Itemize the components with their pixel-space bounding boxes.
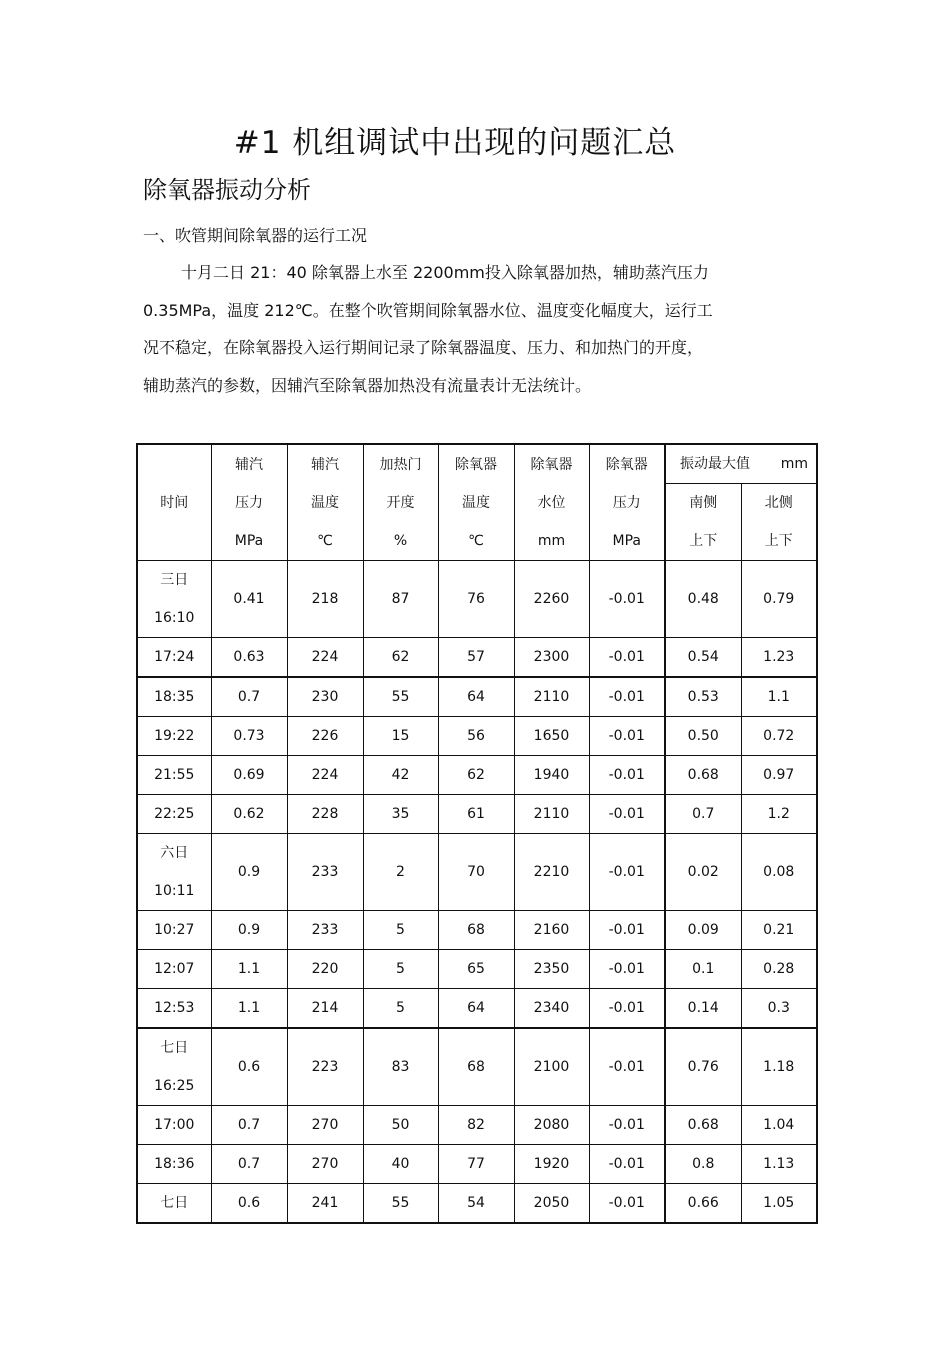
table-row — [137, 717, 817, 756]
aux-temp-cell: 233 — [287, 911, 363, 950]
dea-pressure-cell: -0.01 — [589, 1184, 665, 1224]
header-line: 压力 — [612, 494, 641, 511]
table-row — [137, 950, 817, 989]
south-vibration-cell: 0.66 — [665, 1184, 741, 1224]
dea-pressure-cell: -0.01 — [589, 1106, 665, 1145]
north-vibration-cell: 0.3 — [741, 989, 817, 1029]
time-text: 18:36 — [154, 1156, 195, 1172]
time-cell — [137, 989, 211, 1029]
aux-temp-cell: 233 — [287, 834, 363, 911]
header-dea-level — [514, 444, 589, 561]
valve-cell: 5 — [363, 950, 438, 989]
time-text: 七日 — [160, 1040, 189, 1056]
header-line: 辅汽 — [311, 456, 339, 473]
aux-temp-cell: 270 — [287, 1145, 363, 1184]
dea-pressure-cell: -0.01 — [589, 950, 665, 989]
header-row — [137, 444, 817, 484]
valve-cell: 35 — [363, 795, 438, 834]
south-vibration-cell: 0.68 — [665, 756, 741, 795]
paragraph-line: 况不稳定，在除氧器投入运行期间记录了除氧器温度、压力、和加热门的开度， — [143, 338, 704, 357]
aux-temp-cell: 224 — [287, 756, 363, 795]
header-line: MPa — [612, 532, 641, 549]
dea-level-cell: 1940 — [514, 756, 589, 795]
section-heading: 一、吹管期间除氧器的运行工况 — [143, 226, 368, 245]
valve-cell: 15 — [363, 717, 438, 756]
dea-level-cell: 1650 — [514, 717, 589, 756]
north-vibration-cell: 1.04 — [741, 1106, 817, 1145]
north-vibration-cell: 0.72 — [741, 717, 817, 756]
table-row — [137, 561, 817, 638]
header-time — [137, 444, 211, 561]
dea-temp-cell: 61 — [438, 795, 514, 834]
time-text: 七日 — [160, 1195, 189, 1211]
header-line: 除氧器 — [530, 456, 573, 473]
north-vibration-cell: 1.23 — [741, 638, 817, 678]
north-vibration-cell: 0.08 — [741, 834, 817, 911]
table-row — [137, 989, 817, 1029]
north-vibration-cell: 1.18 — [741, 1028, 817, 1106]
dea-pressure-cell: -0.01 — [589, 561, 665, 638]
north-vibration-cell: 0.28 — [741, 950, 817, 989]
table-row — [137, 1028, 817, 1106]
dea-level-cell: 2110 — [514, 677, 589, 717]
time-text: 12:07 — [154, 961, 195, 977]
dea-temp-cell: 68 — [438, 911, 514, 950]
paragraph-line: 十月二日 21：40 除氧器上水至 2200mm投入除氧器加热，辅助蒸汽压力 — [181, 263, 709, 282]
dea-temp-cell: 64 — [438, 989, 514, 1029]
time-text: 三日 — [160, 572, 189, 588]
south-vibration-cell: 0.48 — [665, 561, 741, 638]
table-row — [137, 1184, 817, 1224]
header-north — [741, 484, 817, 561]
dea-pressure-cell: -0.01 — [589, 756, 665, 795]
dea-temp-cell: 54 — [438, 1184, 514, 1224]
paragraph-line: 0.35MPa，温度 212℃。在整个吹管期间除氧器水位、温度变化幅度大，运行工 — [143, 300, 713, 320]
header-time-label: 时间 — [160, 494, 189, 511]
dea-pressure-cell: -0.01 — [589, 989, 665, 1029]
dea-level-cell: 2080 — [514, 1106, 589, 1145]
south-vibration-cell: 0.68 — [665, 1106, 741, 1145]
header-line: mm — [537, 532, 566, 549]
valve-cell: 83 — [363, 1028, 438, 1106]
dea-level-cell: 2160 — [514, 911, 589, 950]
deaerator-data-table — [136, 443, 818, 1224]
dea-temp-cell: 56 — [438, 717, 514, 756]
time-cell — [137, 1184, 211, 1224]
dea-level-cell: 2210 — [514, 834, 589, 911]
south-vibration-cell: 0.02 — [665, 834, 741, 911]
aux-pressure-cell: 0.9 — [211, 834, 287, 911]
time-cell — [137, 1028, 211, 1106]
dea-temp-cell: 64 — [438, 677, 514, 717]
header-line: 除氧器 — [605, 456, 648, 473]
south-vibration-cell: 0.7 — [665, 795, 741, 834]
dea-pressure-cell: -0.01 — [589, 1028, 665, 1106]
valve-cell: 62 — [363, 638, 438, 678]
time-cell — [137, 756, 211, 795]
north-vibration-cell: 1.05 — [741, 1184, 817, 1224]
header-vibration-unit: mm — [780, 456, 808, 472]
aux-pressure-cell: 1.1 — [211, 989, 287, 1029]
south-vibration-cell: 0.54 — [665, 638, 741, 678]
time-text: 12:53 — [154, 1000, 195, 1016]
header-line: % — [393, 532, 408, 549]
north-vibration-cell: 1.13 — [741, 1145, 817, 1184]
dea-temp-cell: 76 — [438, 561, 514, 638]
valve-cell: 55 — [363, 1184, 438, 1224]
header-line: 上下 — [689, 533, 718, 549]
intro-paragraph — [143, 254, 793, 404]
time-text: 10:27 — [154, 922, 195, 938]
dea-temp-cell: 82 — [438, 1106, 514, 1145]
valve-cell: 2 — [363, 834, 438, 911]
dea-temp-cell: 65 — [438, 950, 514, 989]
dea-level-cell: 2260 — [514, 561, 589, 638]
south-vibration-cell: 0.1 — [665, 950, 741, 989]
time-text: 16:25 — [154, 1078, 195, 1094]
header-line: 辅汽 — [235, 456, 263, 473]
aux-pressure-cell: 0.69 — [211, 756, 287, 795]
document-title: #1 机组调试中出现的问题汇总 — [233, 125, 677, 161]
dea-level-cell: 2100 — [514, 1028, 589, 1106]
valve-cell: 5 — [363, 911, 438, 950]
aux-temp-cell: 223 — [287, 1028, 363, 1106]
time-cell — [137, 950, 211, 989]
time-cell — [137, 834, 211, 911]
header-aux-temp — [287, 444, 363, 561]
aux-pressure-cell: 1.1 — [211, 950, 287, 989]
header-valve — [363, 444, 438, 561]
aux-temp-cell: 214 — [287, 989, 363, 1029]
dea-temp-cell: 77 — [438, 1145, 514, 1184]
header-line: 水位 — [537, 494, 566, 511]
valve-cell: 5 — [363, 989, 438, 1029]
header-line: MPa — [234, 532, 264, 549]
valve-cell: 42 — [363, 756, 438, 795]
time-text: 22:25 — [154, 806, 195, 822]
aux-pressure-cell: 0.63 — [211, 638, 287, 678]
header-line: 北侧 — [764, 495, 793, 511]
aux-temp-cell: 241 — [287, 1184, 363, 1224]
time-cell — [137, 795, 211, 834]
dea-temp-cell: 70 — [438, 834, 514, 911]
dea-pressure-cell: -0.01 — [589, 677, 665, 717]
dea-level-cell: 1920 — [514, 1145, 589, 1184]
table-row — [137, 677, 817, 717]
table-row — [137, 638, 817, 678]
time-text: 18:35 — [154, 689, 195, 705]
aux-pressure-cell: 0.7 — [211, 1145, 287, 1184]
header-vibration — [665, 444, 817, 484]
header-aux-pressure — [211, 444, 287, 561]
aux-temp-cell: 220 — [287, 950, 363, 989]
header-line: 开度 — [386, 494, 415, 511]
time-cell — [137, 677, 211, 717]
dea-level-cell: 2350 — [514, 950, 589, 989]
dea-level-cell: 2300 — [514, 638, 589, 678]
table-row — [137, 756, 817, 795]
dea-pressure-cell: -0.01 — [589, 834, 665, 911]
header-line: ℃ — [468, 532, 484, 549]
south-vibration-cell: 0.53 — [665, 677, 741, 717]
time-cell — [137, 561, 211, 638]
time-cell — [137, 1106, 211, 1145]
time-text: 16:10 — [154, 610, 195, 626]
aux-pressure-cell: 0.7 — [211, 677, 287, 717]
north-vibration-cell: 0.21 — [741, 911, 817, 950]
dea-temp-cell: 62 — [438, 756, 514, 795]
table-row — [137, 1106, 817, 1145]
valve-cell: 50 — [363, 1106, 438, 1145]
table-body — [137, 561, 817, 1224]
header-line: ℃ — [317, 532, 333, 549]
time-text: 10:11 — [154, 883, 195, 899]
aux-temp-cell: 270 — [287, 1106, 363, 1145]
aux-temp-cell: 228 — [287, 795, 363, 834]
time-cell — [137, 638, 211, 678]
table-row — [137, 911, 817, 950]
aux-pressure-cell: 0.41 — [211, 561, 287, 638]
time-text: 17:24 — [154, 649, 195, 665]
time-text: 19:22 — [154, 728, 195, 744]
header-south — [665, 484, 741, 561]
header-line: 压力 — [235, 494, 263, 511]
header-dea-temp — [438, 444, 514, 561]
dea-level-cell: 2340 — [514, 989, 589, 1029]
header-line: 南侧 — [689, 495, 718, 511]
aux-temp-cell: 230 — [287, 677, 363, 717]
table-row — [137, 834, 817, 911]
north-vibration-cell: 0.97 — [741, 756, 817, 795]
time-text: 六日 — [160, 845, 189, 861]
dea-pressure-cell: -0.01 — [589, 1145, 665, 1184]
dea-pressure-cell: -0.01 — [589, 717, 665, 756]
north-vibration-cell: 1.2 — [741, 795, 817, 834]
table-row — [137, 1145, 817, 1184]
header-line: 温度 — [311, 494, 339, 511]
time-cell — [137, 1145, 211, 1184]
aux-temp-cell: 224 — [287, 638, 363, 678]
south-vibration-cell: 0.8 — [665, 1145, 741, 1184]
aux-temp-cell: 218 — [287, 561, 363, 638]
south-vibration-cell: 0.09 — [665, 911, 741, 950]
header-vibration-label: 振动最大值 — [680, 456, 750, 472]
time-text: 21:55 — [154, 767, 195, 783]
table-row — [137, 795, 817, 834]
aux-pressure-cell: 0.73 — [211, 717, 287, 756]
aux-pressure-cell: 0.62 — [211, 795, 287, 834]
dea-temp-cell: 68 — [438, 1028, 514, 1106]
valve-cell: 40 — [363, 1145, 438, 1184]
header-line: 加热门 — [379, 456, 422, 473]
time-cell — [137, 911, 211, 950]
aux-pressure-cell: 0.9 — [211, 911, 287, 950]
time-cell — [137, 717, 211, 756]
header-line: 上下 — [764, 533, 793, 549]
south-vibration-cell: 0.76 — [665, 1028, 741, 1106]
aux-pressure-cell: 0.7 — [211, 1106, 287, 1145]
dea-temp-cell: 57 — [438, 638, 514, 678]
aux-pressure-cell: 0.6 — [211, 1184, 287, 1224]
north-vibration-cell: 0.79 — [741, 561, 817, 638]
header-line: 温度 — [462, 494, 490, 511]
header-line: 除氧器 — [455, 456, 497, 473]
dea-pressure-cell: -0.01 — [589, 911, 665, 950]
time-text: 17:00 — [154, 1117, 195, 1133]
dea-pressure-cell: -0.01 — [589, 795, 665, 834]
document-subtitle: 除氧器振动分析 — [143, 176, 311, 204]
header-dea-pressure — [589, 444, 665, 561]
dea-level-cell: 2050 — [514, 1184, 589, 1224]
valve-cell: 55 — [363, 677, 438, 717]
dea-level-cell: 2110 — [514, 795, 589, 834]
aux-pressure-cell: 0.6 — [211, 1028, 287, 1106]
south-vibration-cell: 0.14 — [665, 989, 741, 1029]
dea-pressure-cell: -0.01 — [589, 638, 665, 678]
north-vibration-cell: 1.1 — [741, 677, 817, 717]
paragraph-line: 辅助蒸汽的参数，因辅汽至除氧器加热没有流量表计无法统计。 — [143, 375, 592, 395]
valve-cell: 87 — [363, 561, 438, 638]
aux-temp-cell: 226 — [287, 717, 363, 756]
south-vibration-cell: 0.50 — [665, 717, 741, 756]
